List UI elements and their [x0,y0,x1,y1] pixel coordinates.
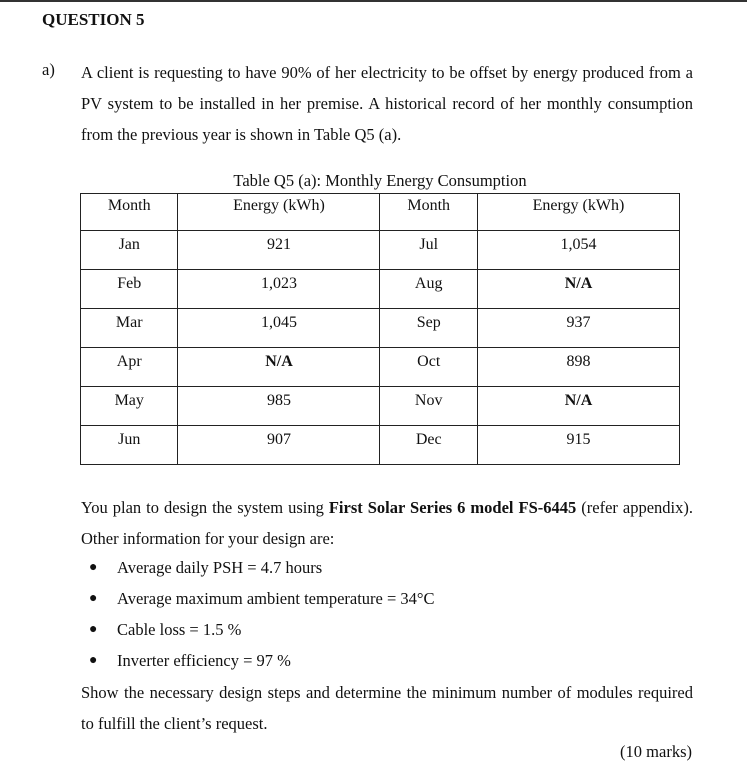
cell-month: Dec [380,426,477,465]
cell-month: Oct [380,348,477,387]
intro-paragraph: A client is requesting to have 90% of her electricity to be offset by energy produced from a PV system to be installed in her premise. A historical record of her monthly consumption from the previous year is shown in Table Q5 (a). [81,63,693,144]
cell-energy-na: N/A [477,270,679,309]
cell-energy: 937 [477,309,679,348]
cell-month: Sep [380,309,477,348]
cell-month: Nov [380,387,477,426]
cell-energy: 898 [477,348,679,387]
table-row [81,309,680,348]
list-item-text: Inverter efficiency = 97 % [117,651,291,670]
bullet-icon: ● [89,653,98,668]
question-title: QUESTION 5 [42,10,145,29]
cell-month: Jan [81,231,178,270]
energy-table [80,193,680,465]
task-paragraph: Show the necessary design steps and determine the minimum number of modules required to fulfill the client’s request. [81,683,693,733]
bullet-icon: ● [89,560,98,575]
module-model: First Solar Series 6 model FS-6445 [328,498,577,517]
cell-month: Jun [81,426,178,465]
cell-energy: 907 [178,426,380,465]
cell-energy-na: N/A [178,348,380,387]
header-energy-1: Energy (kWh) [178,194,380,231]
header-month-1: Month [81,194,178,231]
cell-month: Feb [81,270,178,309]
table-row [81,387,680,426]
cell-month: Aug [380,270,477,309]
top-rule [0,0,747,2]
design-parameters-list [81,554,435,678]
cell-energy: 1,054 [477,231,679,270]
list-item-text: Average maximum ambient temperature = 34°C [117,589,435,608]
header-energy-2: Energy (kWh) [477,194,679,231]
cell-energy-na: N/A [477,387,679,426]
cell-energy: 1,023 [178,270,380,309]
table-row [81,231,680,270]
cell-month: Mar [81,309,178,348]
cell-energy: 985 [178,387,380,426]
list-item-text: Cable loss = 1.5 % [117,620,242,639]
header-month-2: Month [380,194,477,231]
cell-month: May [81,387,178,426]
cell-energy: 1,045 [178,309,380,348]
table-row [81,426,680,465]
list-item [81,616,435,647]
bullet-icon: ● [89,591,98,606]
design-paragraph [81,492,693,554]
list-item [81,554,435,585]
table-header-row [81,194,680,231]
cell-energy: 915 [477,426,679,465]
bullet-icon: ● [89,622,98,637]
list-item [81,585,435,616]
list-item-text: Average daily PSH = 4.7 hours [117,558,323,577]
table-caption: Table Q5 (a): Monthly Energy Consumption [233,171,527,190]
cell-month: Apr [81,348,178,387]
marks-label: (10 marks) [620,742,692,761]
design-suffix: (refer appendix). Other information for your design are: [81,498,693,548]
table-row [81,270,680,309]
part-label: a) [42,60,55,79]
list-item [81,647,435,678]
cell-energy: 921 [178,231,380,270]
table-row [81,348,680,387]
design-prefix: You plan to design the system using [81,498,329,517]
cell-month: Jul [380,231,477,270]
